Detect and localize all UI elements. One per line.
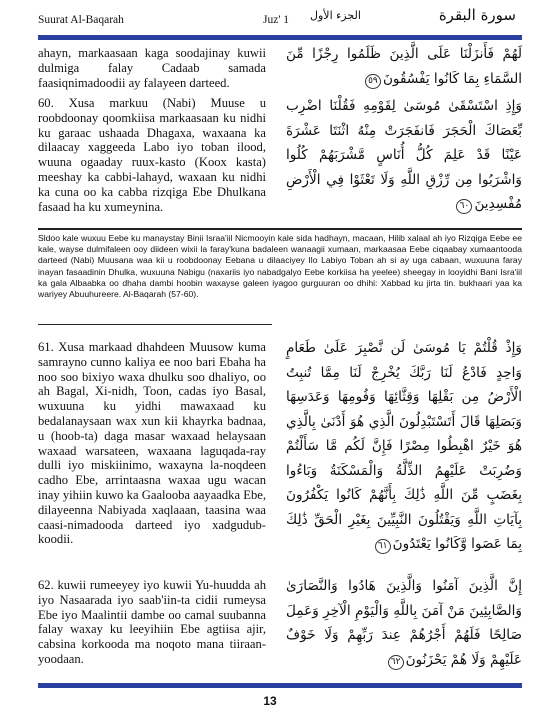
- commentary-note: Sldoo kale wuxuu Eebe ku manaystay Binii Israa'iil Nicmooyin kale sida hadhayn, macaan, Hilib xalaal ah iyo Rizqiga Eebe ee kale, wayse dulmifaleen ooy diideen wixii la faray'kuna badaleen wanaagii xumaan, markaasaa Eebe ciqaabay xumaantooda darteed (Nabi) Muusana waa kii u roobdoonay Eebana u dilaaciyey Ilo Labiyo Toban ah si ay uga cabaan, wuxuuna faray inayan fasaadinin Dhulka, wuxuuna Nabigu (naxariis iyo nabadgalyo Eebe korkiisa ha yeelee) sheegay in looyidhi Bani Isra'iil ka gala Albaabka oo dhaha dambi hoobin waxayse galeen iyagoo gurguuran oo dhihi: Xabbad ku jirta tin. bukhaari yaa ka wariyey Abuuhureere. Al-Baqarah (57-60).: [38, 233, 522, 300]
- arabic-verse-text: إِنَّ الَّذِينَ آمَنُوا وَالَّذِينَ هَادُوا وَالنَّصَارَىٰ وَالصَّابِئِينَ مَنْ آمَنَ بِاللَّهِ وَالْيَوْمِ الْآخِرِ وَعَمِلَ صَالِحًا فَلَهُمْ أَجْرُهُمْ عِندَ رَبِّهِمْ وَلَا خَوْفٌ عَلَيْهِمْ وَلَا هُمْ يَحْزَنُونَ: [286, 578, 522, 668]
- somali-paragraph-62: 62. kuwii rumeeyey iyo kuwii Yu-huudda ah iyo Nasaarada iyo saab'iin-ta cidii rumeysa Ebe iyo Maalintii dambe oo camal suubanna falay waxay ku leeyihiin Ebe agtiisa ajir, cabsina korkooda ma noqoto mana tiiraan-yoodaan.: [38, 578, 266, 666]
- note-rule: [38, 324, 272, 325]
- arabic-verse-62: [286, 574, 522, 672]
- ayah-number-marker: ٥٩: [365, 74, 381, 89]
- arabic-verse-61: [286, 336, 522, 557]
- surah-title-arabic: سورة البقرة: [438, 6, 516, 24]
- ayah-number-marker: ٦٠: [456, 199, 472, 214]
- header-rule: [38, 35, 522, 40]
- surah-title: Suurat Al-Baqarah: [38, 14, 124, 26]
- arabic-verse-text: لَهُمْ فَأَنزَلْنَا عَلَى الَّذِينَ ظَلَمُوا رِجْزًا مِّنَ السَّمَاءِ بِمَا كَانُوا يَفْسُقُونَ: [286, 46, 522, 87]
- juz-label: Juz' 1: [263, 14, 290, 26]
- footer-rule: [38, 683, 522, 688]
- somali-paragraph-61: 61. Xusa markaad dhahdeen Muusow kuma samrayno cunno kaliya ee noo bari Ebaha ha noo soo bixiyo waxa dhulku soo dhaliyo, oo ah Bagal, Xi-nidh, Toon, cadas iyo Basal, wuxuuna ku yidhi mawaxaad ku bedalanaysaan wax xun kii khayrka badnaa, u (hoob-ta) daga masar waxaad helaysaan waxaad warsateen, waxaana laguqada-ray dulli iyo miskiinimo, waxayna la-noqdeen cadho Ebe, arrintaasna waxaa ugu wacan inay yihiin kuwo ka Gaalooba aayaadka Ebe, dilayeenna Nabiyada xaqlaaan, taasina waa caasi-nimadooda darteed iyo xadgudub-koodii.: [38, 340, 266, 547]
- page-number: 13: [263, 694, 277, 708]
- somali-paragraph-60: 60. Xusa markuu (Nabi) Muuse u roobdoonay qoomkiisa markaasaan ku nidhi ku garaac ushaada Dhagaxa, waxaana ka dilaacay xaggeeda Labo iyo toban ilood, wuuna ogaaday ruux-kasto (Koox kasta) meeshay ka cabbi-lahayd, waxaan ku nidhi ka cuna oo ka cabba rizqiga Ebe Dhulkana fasaad ha ku xumeynina.: [38, 96, 266, 214]
- arabic-verse-60: [286, 94, 522, 217]
- ayah-number-marker: ٦٢: [388, 655, 404, 670]
- arabic-verse-text: وَإِذِ اسْتَسْقَىٰ مُوسَىٰ لِقَوْمِهِ فَقُلْنَا اضْرِب بِّعَصَاكَ الْحَجَرَ فَانفَجَرَتْ مِنْهُ اثْنَتَا عَشْرَةَ عَيْنًا قَدْ عَلِمَ كُلُّ أُنَاسٍ مَّشْرَبَهُمْ كُلُوا وَاشْرَبُوا مِن رِّزْقِ اللَّهِ وَلَا تَعْثَوْا فِي الْأَرْضِ مُفْسِدِينَ: [286, 98, 522, 212]
- arabic-verse-59: [286, 42, 522, 91]
- somali-paragraph-59: ahayn, markaasaan kaga soodajinay kuwii dulmiga falay Cadaab samada faasiqnimadoodii ay falayeen darteed.: [38, 46, 266, 90]
- arabic-verse-text: وَإِذْ قُلْتُمْ يَا مُوسَىٰ لَن نَّصْبِرَ عَلَىٰ طَعَامٍ وَاحِدٍ فَادْعُ لَنَا رَبَّكَ يُخْرِجْ لَنَا مِمَّا تُنبِتُ الْأَرْضُ مِن بَقْلِهَا وَقِثَّائِهَا وَفُومِهَا وَعَدَسِهَا وَبَصَلِهَا قَالَ أَتَسْتَبْدِلُونَ الَّذِي هُوَ أَدْنَىٰ بِالَّذِي هُوَ خَيْرٌ اهْبِطُوا مِصْرًا فَإِنَّ لَكُم مَّا سَأَلْتُمْ وَضُرِبَتْ عَلَيْهِمُ الذِّلَّةُ وَالْمَسْكَنَةُ وَبَاءُوا بِغَضَبٍ مِّنَ اللَّهِ ذَٰلِكَ بِأَنَّهُمْ كَانُوا يَكْفُرُونَ بِآيَاتِ اللَّهِ وَيَقْتُلُونَ النَّبِيِّينَ بِغَيْرِ الْحَقِّ ذَٰلِكَ بِمَا عَصَوا وَّكَانُوا يَعْتَدُونَ: [286, 340, 522, 552]
- page-header: [38, 6, 520, 36]
- section-divider: [38, 228, 522, 230]
- ayah-number-marker: ٦١: [375, 539, 391, 554]
- juz-label-arabic: الجزء الأول: [310, 9, 361, 22]
